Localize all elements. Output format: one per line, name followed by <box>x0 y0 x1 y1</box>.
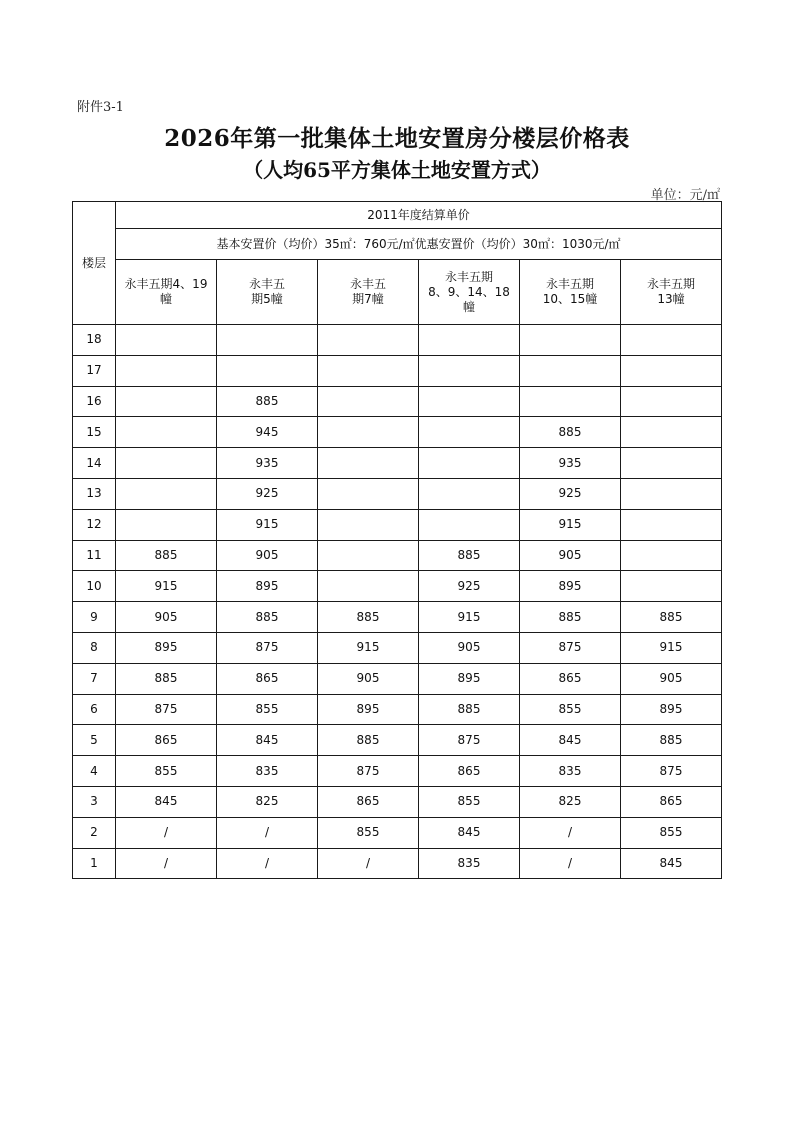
table-row <box>73 325 722 356</box>
attachment-label: 附件3-1 <box>77 100 124 115</box>
price-cell: 925 <box>217 478 318 509</box>
price-cell: 915 <box>520 509 621 540</box>
price-cell: 855 <box>621 817 722 848</box>
floor-cell: 11 <box>73 540 116 571</box>
price-cell: 855 <box>217 694 318 725</box>
column-header-line: 幢 <box>159 292 172 306</box>
floor-cell: 12 <box>73 509 116 540</box>
table-row <box>73 663 722 694</box>
price-cell <box>621 571 722 602</box>
price-cell <box>520 355 621 386</box>
price-cell: 885 <box>621 602 722 633</box>
floor-header: 楼层 <box>73 202 116 325</box>
table-row <box>73 509 722 540</box>
price-cell: 825 <box>217 786 318 817</box>
price-cell: 885 <box>318 725 419 756</box>
price-cell <box>318 355 419 386</box>
table-row <box>73 478 722 509</box>
column-header-line: 期5幢 <box>251 292 283 306</box>
price-cell: 885 <box>318 602 419 633</box>
price-cell <box>116 448 217 479</box>
price-cell <box>116 509 217 540</box>
price-cell: 905 <box>520 540 621 571</box>
price-cell <box>419 478 520 509</box>
price-cell: 925 <box>520 478 621 509</box>
price-cell <box>520 386 621 417</box>
price-cell <box>621 325 722 356</box>
floor-cell: 10 <box>73 571 116 602</box>
price-cell <box>318 478 419 509</box>
price-cell <box>318 448 419 479</box>
price-cell: 885 <box>419 694 520 725</box>
header-row-note <box>73 229 722 260</box>
price-cell <box>116 386 217 417</box>
table-row <box>73 786 722 817</box>
floor-cell: 15 <box>73 417 116 448</box>
column-header-line: 永丰五 <box>349 277 386 291</box>
price-cell: 865 <box>116 725 217 756</box>
price-note: 基本安置价（均价）35㎡：760元/㎡优惠安置价（均价）30㎡：1030元/㎡ <box>116 229 722 260</box>
price-cell <box>621 540 722 571</box>
table-row <box>73 571 722 602</box>
price-cell: 865 <box>217 663 318 694</box>
price-cell: 845 <box>116 786 217 817</box>
price-cell: 905 <box>318 663 419 694</box>
price-cell: 845 <box>419 817 520 848</box>
column-header <box>419 260 520 325</box>
column-header <box>520 260 621 325</box>
table-row <box>73 540 722 571</box>
price-cell <box>116 355 217 386</box>
price-cell <box>621 509 722 540</box>
price-cell <box>419 448 520 479</box>
price-cell <box>621 478 722 509</box>
price-cell: 835 <box>217 756 318 787</box>
floor-cell: 14 <box>73 448 116 479</box>
price-cell: 885 <box>520 417 621 448</box>
price-cell: 915 <box>318 632 419 663</box>
price-cell: 875 <box>116 694 217 725</box>
price-cell: 875 <box>217 632 318 663</box>
price-cell <box>318 325 419 356</box>
price-cell: / <box>217 817 318 848</box>
price-cell: 845 <box>217 725 318 756</box>
table-row <box>73 694 722 725</box>
floor-cell: 18 <box>73 325 116 356</box>
price-cell: 875 <box>419 725 520 756</box>
price-cell: 875 <box>621 756 722 787</box>
price-cell: 905 <box>419 632 520 663</box>
price-cell: 945 <box>217 417 318 448</box>
price-cell: 855 <box>116 756 217 787</box>
price-cell: 925 <box>419 571 520 602</box>
floor-cell: 17 <box>73 355 116 386</box>
column-header-line: 13幢 <box>657 292 685 306</box>
column-header <box>621 260 722 325</box>
price-table <box>72 201 722 879</box>
price-cell: 865 <box>419 756 520 787</box>
price-cell <box>318 509 419 540</box>
price-cell <box>116 478 217 509</box>
price-cell: 845 <box>621 848 722 879</box>
price-cell: / <box>116 817 217 848</box>
price-cell: 835 <box>520 756 621 787</box>
column-header-line: 期7幢 <box>352 292 384 306</box>
price-cell <box>419 509 520 540</box>
price-cell: / <box>318 848 419 879</box>
price-cell <box>318 540 419 571</box>
table-row <box>73 602 722 633</box>
table-row <box>73 725 722 756</box>
price-cell: 885 <box>621 725 722 756</box>
price-cell: 885 <box>116 540 217 571</box>
price-cell: 885 <box>419 540 520 571</box>
price-cell: 895 <box>217 571 318 602</box>
price-cell: 895 <box>621 694 722 725</box>
table-row <box>73 848 722 879</box>
floor-cell: 6 <box>73 694 116 725</box>
price-cell: 885 <box>520 602 621 633</box>
price-cell: 885 <box>217 602 318 633</box>
price-cell <box>419 355 520 386</box>
price-cell: 865 <box>621 786 722 817</box>
price-cell <box>520 325 621 356</box>
floor-cell: 4 <box>73 756 116 787</box>
price-cell: / <box>520 848 621 879</box>
price-cell: 875 <box>520 632 621 663</box>
price-cell: 895 <box>318 694 419 725</box>
price-cell <box>217 355 318 386</box>
price-cell <box>621 386 722 417</box>
table-row <box>73 448 722 479</box>
page-subtitle: （人均65平方集体土地安置方式） <box>243 158 551 182</box>
floor-cell: 16 <box>73 386 116 417</box>
price-cell <box>116 417 217 448</box>
price-cell: 935 <box>520 448 621 479</box>
column-header <box>318 260 419 325</box>
price-cell <box>419 325 520 356</box>
column-header-line: 永丰五 <box>248 277 285 291</box>
price-cell <box>621 355 722 386</box>
column-header-line: 幢 <box>462 299 475 314</box>
floor-cell: 5 <box>73 725 116 756</box>
price-cell: 915 <box>419 602 520 633</box>
price-cell <box>419 386 520 417</box>
price-cell <box>621 448 722 479</box>
price-cell: 855 <box>318 817 419 848</box>
price-cell: 915 <box>621 632 722 663</box>
column-header-line: 永丰五期 <box>646 277 695 291</box>
price-cell: 895 <box>419 663 520 694</box>
price-cell: 835 <box>419 848 520 879</box>
column-header-line: 永丰五期 <box>444 269 493 284</box>
floor-cell: 13 <box>73 478 116 509</box>
price-cell: 895 <box>520 571 621 602</box>
price-cell <box>621 417 722 448</box>
floor-cell: 1 <box>73 848 116 879</box>
price-cell: / <box>116 848 217 879</box>
column-header-line: 永丰五期4、19 <box>124 277 208 291</box>
price-cell: 865 <box>520 663 621 694</box>
price-cell: 905 <box>217 540 318 571</box>
table-row <box>73 756 722 787</box>
price-cell: 855 <box>419 786 520 817</box>
table-row <box>73 417 722 448</box>
price-cell: 905 <box>621 663 722 694</box>
column-header <box>217 260 318 325</box>
price-cell: 865 <box>318 786 419 817</box>
column-header-line: 永丰五期 <box>545 277 594 291</box>
price-cell: 885 <box>217 386 318 417</box>
price-cell: 825 <box>520 786 621 817</box>
price-cell <box>217 325 318 356</box>
table-row <box>73 386 722 417</box>
price-cell: 915 <box>217 509 318 540</box>
price-cell <box>318 571 419 602</box>
price-cell <box>318 417 419 448</box>
price-cell <box>419 417 520 448</box>
price-cell: 935 <box>217 448 318 479</box>
price-cell: 895 <box>116 632 217 663</box>
floor-cell: 2 <box>73 817 116 848</box>
price-cell: / <box>217 848 318 879</box>
price-cell: / <box>520 817 621 848</box>
floor-cell: 8 <box>73 632 116 663</box>
price-cell <box>116 325 217 356</box>
table-row <box>73 632 722 663</box>
price-cell: 905 <box>116 602 217 633</box>
floor-cell: 3 <box>73 786 116 817</box>
group-header: 2011年度结算单价 <box>116 202 722 229</box>
page-title: 2026年第一批集体土地安置房分楼层价格表 <box>164 125 630 152</box>
floor-cell: 7 <box>73 663 116 694</box>
header-row-group <box>73 202 722 229</box>
floor-cell: 9 <box>73 602 116 633</box>
price-cell: 855 <box>520 694 621 725</box>
price-cell: 915 <box>116 571 217 602</box>
unit-label: 单位：元/㎡ <box>650 188 720 203</box>
column-header-line: 10、15幢 <box>542 292 598 306</box>
price-cell: 845 <box>520 725 621 756</box>
header-row-columns <box>73 260 722 325</box>
column-header <box>116 260 217 325</box>
table-row <box>73 817 722 848</box>
price-cell: 885 <box>116 663 217 694</box>
price-cell <box>318 386 419 417</box>
column-header-line: 8、9、14、18 <box>428 284 510 299</box>
price-cell: 875 <box>318 756 419 787</box>
table-row <box>73 355 722 386</box>
